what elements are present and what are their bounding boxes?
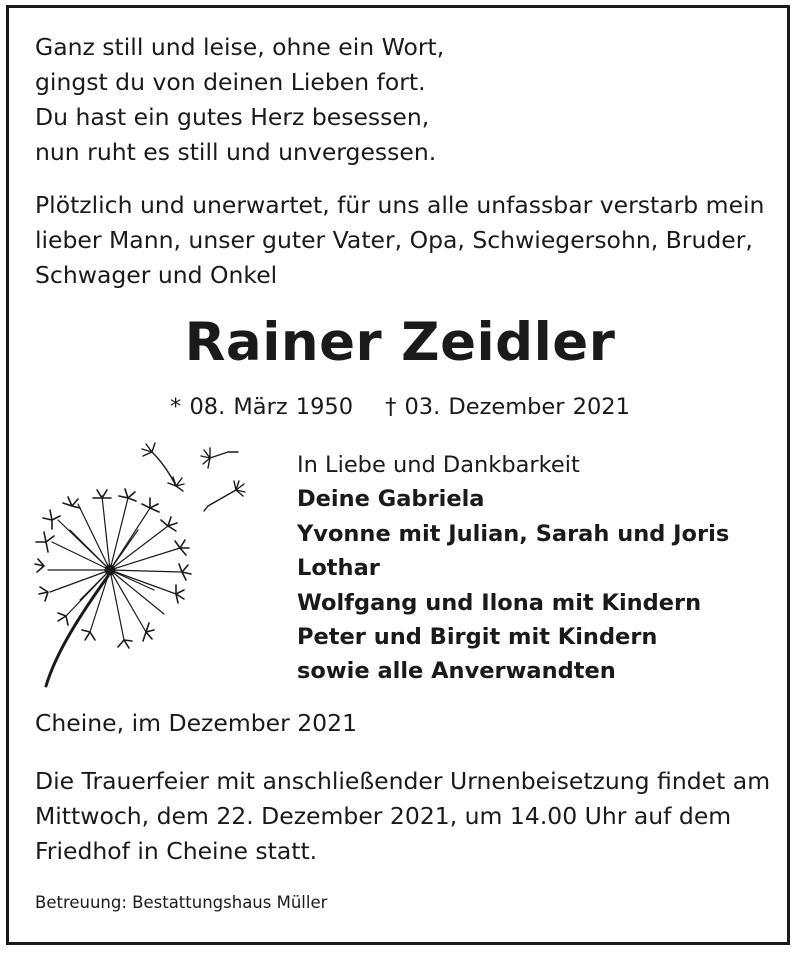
mourner-name: Lothar: [297, 555, 380, 582]
mourner-name: Peter und Birgit mit Kindern: [297, 624, 658, 651]
mourner-name: sowie alle Anverwandten: [297, 658, 616, 685]
poem: [35, 30, 444, 170]
announcement-line: Plötzlich und unerwartet, für uns alle unfassbar verstarb mein: [35, 191, 765, 219]
poem-line: gingst du von deinen Lieben fort.: [35, 68, 426, 96]
funeral-home: Betreuung: Bestattungshaus Müller: [35, 893, 328, 912]
deceased-name: Rainer Zeidler: [184, 312, 616, 373]
poem-line: nun ruht es still und unvergessen.: [35, 138, 437, 166]
service-line: Die Trauerfeier mit anschließender Urnenbeisetzung findet am: [35, 767, 771, 795]
mourner-name: Yvonne mit Julian, Sarah und Joris: [297, 520, 730, 547]
poem-line: Du hast ein gutes Herz besessen,: [35, 103, 430, 131]
mourners-intro: In Liebe und Dankbarkeit: [297, 452, 580, 478]
life-dates: [0, 392, 800, 422]
death-announcement: [35, 188, 775, 293]
poem-line: Ganz still und leise, ohne ein Wort,: [35, 33, 445, 61]
birth-date: * 08. März 1950: [170, 394, 354, 420]
place-date: Cheine, im Dezember 2021: [35, 709, 358, 737]
death-date: † 03. Dezember 2021: [385, 394, 630, 420]
mourners: [297, 448, 729, 689]
service-line: Mittwoch, dem 22. Dezember 2021, um 14.00 Uhr auf dem: [35, 802, 732, 830]
dandelion-icon: [28, 428, 268, 696]
funeral-service-info: [35, 764, 775, 869]
mourner-name: Deine Gabriela: [297, 486, 485, 513]
announcement-line: Schwager und Onkel: [35, 261, 278, 289]
mourner-name: Wolfgang und Ilona mit Kindern: [297, 589, 702, 616]
announcement-line: lieber Mann, unser guter Vater, Opa, Schwiegersohn, Bruder,: [35, 226, 753, 254]
service-line: Friedhof in Cheine statt.: [35, 837, 318, 865]
